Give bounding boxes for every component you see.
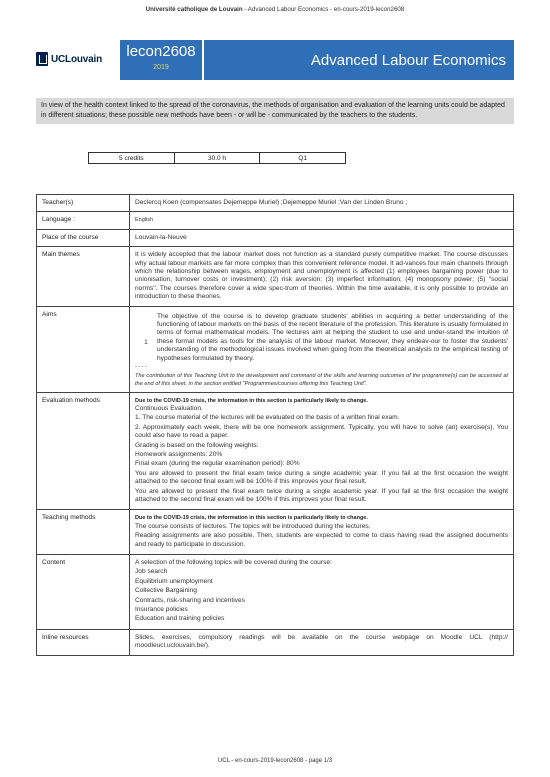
content-topic: Insurance policies [135,606,188,614]
teaching-label: Teaching methods [37,510,130,555]
content-topic: Job search [135,568,168,576]
course-title: Advanced Labour Economics [310,51,506,69]
evaluation-label: Evaluation methods [37,392,130,510]
logo-text: UCLouvain [51,53,102,65]
aims-row [37,306,514,392]
evaluation-line: Continuous Evaluation. [135,404,203,412]
content-topic: Collective Bargaining [135,587,197,595]
course-info-table [36,194,514,656]
covid-notice: In view of the health context linked to the spread of the coronavirus, the methods of organisation and evaluation of the learning units could be adapted in different situations; these possible new methods have been - or will be - communicated by the teachers to the students. [36,98,514,124]
evaluation-line: Grading is based on the following weights: [135,441,259,449]
evaluation-line: 2. Approximately each week, there will be one homework assignment. Typically, you will have to solve (an) exercise(s). You could also have to read a paper. [135,423,508,440]
teaching-row [37,510,514,555]
teaching-covid-warning: Due to the COVID-19 crisis, the information in this section is particularly likely to change. [135,515,368,522]
place-row [37,229,514,246]
resources-label: Inline resources [37,629,130,655]
hours-value: 30.0 h [175,153,261,163]
place-label: Place of the course [37,229,130,246]
themes-row [37,247,514,306]
evaluation-covid-warning: Due to the COVID-19 crisis, the information in this section is particularly likely to change. [135,397,368,404]
aims-contribution: The contribution of this Teaching Unit to the development and command of the skills and learning outcomes of the programme(s) can be accessed at the end of this sheet, in the section entitled "Programmes/courses offering this Teaching Unit". [135,372,508,387]
content-line: A selection of the following topics will be covered during the course: [135,559,332,566]
evaluation-line: Homework assignments: 20% [135,450,223,458]
resources-value[interactable]: Slides, exercises, compulsory readings will be available on the course webpage on Moodle UCL (http:// moodleucl.uclouvain.be/). [130,629,514,655]
language-label: Language : [37,212,130,229]
evaluation-line: You are allowed to present the final exam twice during a single academic year. If you fail at the first occasion the weight attached to the second final exam will be 100% if this improves your final result. [135,469,508,486]
resources-row [37,629,514,655]
themes-value: It is widely accepted that the labour market does not function as a standard purely competitive market. The course discusses why actual labour markets are far more complex than this convenient reference model. It ad-vances four main channels through which the relationship between wages, employment and unemployment is affected (1) employees bargaining power (due to unionisation, turnover costs or investment); (2) risk aversion; (3) imperfect information; (4) monopsony power; (5) "social norms". The courses therefore cover a wide spec-trum of theories. Within the time available, it is only possible to provide an introduction to these theories. [130,247,514,306]
aims-number: 1 [144,338,148,346]
aims-cell [130,306,514,392]
page-footer: UCL - en-cours-2019-lecon2608 - page 1/3 [217,758,333,764]
content-cell [130,555,514,630]
course-code-box [120,40,202,80]
evaluation-line: 1. The course material of the lectures will be evaluated on the basis of a written final exam. [135,414,400,422]
language-row [37,212,514,229]
document-source-line [0,6,550,13]
course-title-bar [204,40,514,80]
credits-value: 5 credits [89,153,175,163]
credits-summary [88,152,346,164]
uclouvain-logo [36,46,116,72]
evaluation-line: You are allowed to present the final exam twice during a single academic year. If you fail at the first occasion the weight attached to the second final exam will be 100% if this improves your final result. [135,487,508,503]
themes-label: Main themes [37,247,130,306]
aims-label: Aims [37,306,130,392]
content-topic: Contracts, risk-sharing and incentives [135,596,245,604]
teachers-value: Declercq Koen (compensates Dejemeppe Muriel) ;Dejemeppe Muriel ;Van der Linden Bruno ; [130,195,514,212]
evaluation-cell [130,392,514,510]
teaching-line: The course consists of lectures. The topics will be introduced during the lectures. [135,522,371,530]
place-value: Louvain-la-Neuve [130,229,514,246]
teaching-cell [130,510,514,555]
course-header [36,40,514,86]
quadrimester-value: Q1 [298,155,308,162]
aims-separator: - - - - [135,364,147,371]
content-label: Content [37,555,130,630]
evaluation-row [37,392,514,510]
language-value: English [130,212,514,229]
content-topic: Education and training policies [135,615,225,623]
content-topic: Equilibrium unemployment [135,577,213,585]
content-row [37,555,514,630]
university-name: Université catholique de Louvain [145,6,243,13]
aims-text: The objective of the course is to develop graduate students' abilities in acquiring a better understanding of the functioning of labour markets on the basis of the recent literature of the profession. This literature is usually formulated in terms of formal mathematical models. The lectures aim at helping the student to use and under-stand the intuition of these formal models as tools for the analysis of the labour market. Moreover, they endeav-our to foster the students' understanding of the methodological issues involved when going from the theoretical analysis to the empirical testing of hypotheses formulated by theory. [157,312,508,362]
teachers-label: Teacher(s) [37,195,130,212]
uclouvain-logo-icon [36,52,48,66]
evaluation-line: Final exam (during the regular examination period): 80% [135,460,300,468]
teaching-line: Reading assignments are also possible. Then, students are expected to come to class having read the assigned documents and ready to participate in discussion. [135,532,508,548]
teachers-row [37,195,514,212]
course-code: lecon2608 [126,43,196,60]
course-year: 2019 [153,64,169,71]
source-details: - Advanced Labour Economics - en-cours-2019-lecon2608 [242,6,405,13]
